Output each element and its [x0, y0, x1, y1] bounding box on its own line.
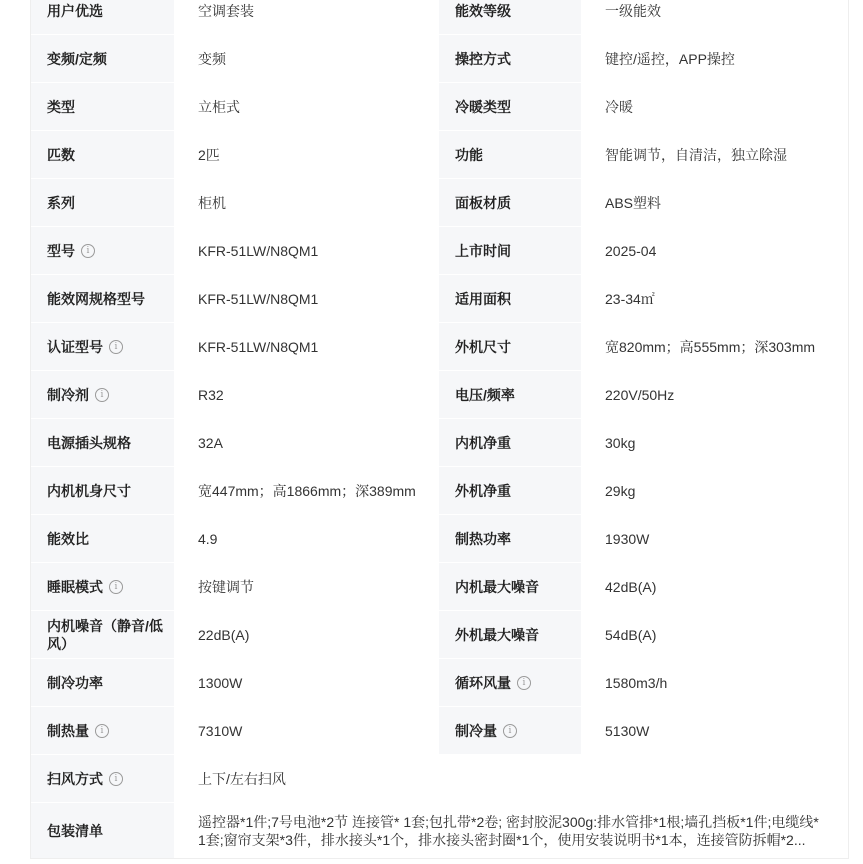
spec-label-with-info	[31, 563, 174, 610]
spec-label-with-info	[439, 707, 581, 754]
spec-value: 空调套装	[174, 0, 439, 34]
spec-value: 4.9	[174, 515, 439, 562]
spec-value: 立柜式	[174, 83, 439, 130]
info-circle-icon[interactable]: i	[517, 676, 531, 690]
spec-value: 30kg	[581, 419, 848, 466]
spec-row	[31, 322, 848, 370]
spec-value-text: 宽820mm；高555mm；深303mm	[605, 338, 816, 355]
spec-label-empty	[439, 755, 581, 802]
spec-label: 匹数	[31, 131, 174, 178]
spec-label: 用户优选	[31, 0, 174, 34]
spec-row	[31, 562, 848, 610]
info-circle-icon[interactable]: i	[81, 244, 95, 258]
spec-row	[31, 178, 848, 226]
spec-label-with-info	[439, 659, 581, 706]
spec-label-with-info	[31, 227, 174, 274]
spec-value-text: 宽447mm；高1866mm；深389mm	[198, 482, 416, 499]
spec-label-text: 循环风量	[455, 674, 511, 691]
info-circle-icon[interactable]: i	[109, 772, 123, 786]
spec-value: 7310W	[174, 707, 439, 754]
spec-row	[31, 466, 848, 514]
spec-value: 23-34㎡	[581, 275, 848, 322]
spec-label: 制热功率	[439, 515, 581, 562]
spec-value: 一级能效	[581, 0, 848, 34]
spec-value: 2025-04	[581, 227, 848, 274]
spec-label-text: 认证型号	[47, 338, 103, 355]
spec-row	[31, 226, 848, 274]
spec-label: 能效等级	[439, 0, 581, 34]
spec-row-package	[31, 802, 848, 858]
spec-row	[31, 82, 848, 130]
spec-value: 变频	[174, 35, 439, 82]
spec-label: 内机最大噪音	[439, 563, 581, 610]
spec-value: KFR-51LW/N8QM1	[174, 275, 439, 322]
spec-label: 类型	[31, 83, 174, 130]
spec-row	[31, 754, 848, 802]
spec-label: 面板材质	[439, 179, 581, 226]
spec-label-with-info	[31, 371, 174, 418]
spec-label	[31, 611, 174, 658]
spec-value: 柜机	[174, 179, 439, 226]
spec-label-text: 制冷量	[455, 722, 497, 739]
spec-value-empty	[581, 755, 848, 802]
spec-row	[31, 514, 848, 562]
spec-label-text: 制冷剂	[47, 386, 89, 403]
spec-value: 2匹	[174, 131, 439, 178]
spec-value: 1930W	[581, 515, 848, 562]
spec-value: 22dB(A)	[174, 611, 439, 658]
spec-label-text: 睡眠模式	[47, 578, 103, 595]
package-list-text: 遥控器*1件;7号电池*2节 连接管* 1套;包扎带*2卷; 密封胶泥300g:排水管排*1根;墙孔挡板*1件;电缆线*1套;窗帘支架*3件，排水接头*1个，排水接头密封圈*1个，使用安装说明书*1本，连接管防拆帽*2...	[198, 813, 819, 848]
spec-label: 内机净重	[439, 419, 581, 466]
spec-value: R32	[174, 371, 439, 418]
spec-value	[174, 467, 439, 514]
spec-value: 42dB(A)	[581, 563, 848, 610]
spec-value: 220V/50Hz	[581, 371, 848, 418]
spec-table	[30, 0, 849, 859]
spec-row	[31, 418, 848, 466]
spec-label-with-info	[31, 755, 174, 802]
spec-value: 5130W	[581, 707, 848, 754]
package-list-value	[174, 803, 848, 858]
spec-value: 1300W	[174, 659, 439, 706]
info-circle-icon[interactable]: i	[95, 724, 109, 738]
info-circle-icon[interactable]: i	[95, 388, 109, 402]
spec-label: 系列	[31, 179, 174, 226]
spec-value: 29kg	[581, 467, 848, 514]
spec-value: KFR-51LW/N8QM1	[174, 323, 439, 370]
spec-label-with-info	[31, 707, 174, 754]
spec-label: 外机最大噪音	[439, 611, 581, 658]
spec-value: 1580m3/h	[581, 659, 848, 706]
spec-label: 冷暖类型	[439, 83, 581, 130]
spec-label-text: 型号	[47, 242, 75, 259]
spec-label: 操控方式	[439, 35, 581, 82]
spec-value: 键控/遥控，APP操控	[581, 35, 848, 82]
spec-label: 内机机身尺寸	[31, 467, 174, 514]
spec-label-text: 内机噪音（静音/低风）	[47, 617, 163, 652]
spec-value: ABS塑料	[581, 179, 848, 226]
info-circle-icon[interactable]: i	[503, 724, 517, 738]
spec-row	[31, 706, 848, 754]
spec-label: 能效比	[31, 515, 174, 562]
spec-label-text: 制热量	[47, 722, 89, 739]
spec-label: 电源插头规格	[31, 419, 174, 466]
spec-row	[31, 658, 848, 706]
info-circle-icon[interactable]: i	[109, 580, 123, 594]
spec-label-with-info	[31, 323, 174, 370]
spec-value: 上下/左右扫风	[174, 755, 439, 802]
spec-label-text: 扫风方式	[47, 770, 103, 787]
spec-row	[31, 370, 848, 418]
spec-row	[31, 34, 848, 82]
spec-row-user-pick	[31, 0, 848, 34]
spec-value: 54dB(A)	[581, 611, 848, 658]
spec-value	[581, 323, 848, 370]
spec-label: 能效网规格型号	[31, 275, 174, 322]
spec-value: 32A	[174, 419, 439, 466]
spec-label: 制冷功率	[31, 659, 174, 706]
spec-label: 外机尺寸	[439, 323, 581, 370]
package-list-label: 包装清单	[31, 803, 174, 858]
spec-value: 按键调节	[174, 563, 439, 610]
info-circle-icon[interactable]: i	[109, 340, 123, 354]
spec-value: 智能调节，自清洁，独立除湿	[581, 131, 848, 178]
spec-value: 冷暖	[581, 83, 848, 130]
spec-row	[31, 610, 848, 658]
spec-label: 适用面积	[439, 275, 581, 322]
spec-label: 功能	[439, 131, 581, 178]
spec-row	[31, 130, 848, 178]
spec-label: 电压/频率	[439, 371, 581, 418]
spec-label: 上市时间	[439, 227, 581, 274]
spec-row	[31, 274, 848, 322]
spec-label: 外机净重	[439, 467, 581, 514]
spec-label: 变频/定频	[31, 35, 174, 82]
spec-value: KFR-51LW/N8QM1	[174, 227, 439, 274]
